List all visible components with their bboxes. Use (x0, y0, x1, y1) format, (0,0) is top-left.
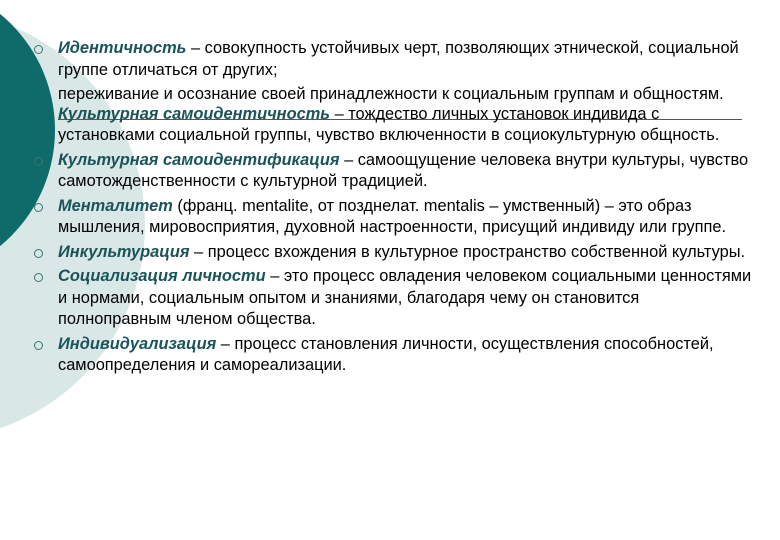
term-inculturation: Инкультурация (58, 242, 190, 261)
term-cultural-self-identification: Культурная самоидентификация (58, 150, 340, 169)
definition-mentality: (франц. mentalite, от позднелат. mentalis – умственный) – это образ мышления, мировосприятия, духовной настроенности, присущий индивиду или группе. (58, 196, 727, 236)
list-item-experience (34, 84, 754, 106)
list-item-individualization (34, 334, 754, 377)
term-identity: Идентичность (58, 39, 187, 57)
definition-cultural-self-identity: – тождество личных установок индивида с установками социальной группы, чувство включенности в социокультурную общность. (58, 104, 720, 144)
list-item-cultural-self-identification (34, 150, 754, 193)
bullet-icon (34, 249, 43, 258)
bullet-icon (34, 91, 43, 100)
bullet-icon (34, 203, 43, 212)
term-socialization: Социализация личности (58, 267, 266, 285)
definition-cultural-self-identification: – самоощущение человека внутри культуры, чувство самотожденственности с культурной традицией. (58, 150, 749, 190)
bullet-icon (34, 111, 43, 120)
list-item-identity (34, 38, 754, 81)
definition-individualization: – процесс становления личности, осуществления способностей, самоопределения и самореализации. (58, 334, 714, 374)
term-cultural-self-identity: Культурная самоидентичность (58, 104, 331, 123)
list-item-socialization (34, 266, 754, 331)
definition-socialization: – это процесс овладения человеком социальными ценностями и нормами, социальным опытом и знаниями, благодаря чему он становится полноправным членом общества. (58, 267, 752, 328)
term-mentality: Менталитет (58, 196, 173, 215)
list-item-cultural-self-identity (34, 104, 754, 147)
bullet-icon (34, 45, 43, 54)
term-individualization: Индивидуализация (58, 334, 217, 353)
list-item-inculturation (34, 242, 754, 264)
slide-content (34, 38, 754, 380)
definition-experience: переживание и осознание своей принадлежности к социальным группам и общностям. (58, 85, 724, 103)
bullet-icon (34, 157, 43, 166)
bullet-icon (34, 341, 43, 350)
definition-identity: – совокупность устойчивых черт, позволяющих этнической, социальной группе отличаться от других; (58, 39, 739, 79)
definition-inculturation: – процесс вхождения в культурное пространство собственной культуры. (189, 242, 746, 261)
bullet-icon (34, 273, 43, 282)
list-item-mentality (34, 196, 754, 239)
